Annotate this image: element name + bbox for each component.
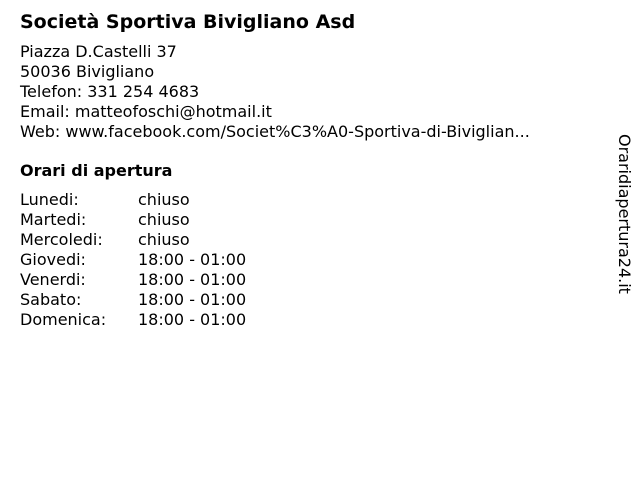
brand-watermark[interactable]: Oraridiapertura24.it: [615, 134, 634, 294]
business-name: Società Sportiva Bivigliano Asd: [20, 11, 356, 33]
hours-time: 18:00 - 01:00: [138, 290, 247, 309]
web-line: [20, 122, 590, 142]
hours-day: Martedi:: [20, 210, 87, 229]
hours-day: Venerdi:: [20, 270, 86, 289]
hours-row-monday: [20, 190, 600, 210]
phone-line: [20, 82, 600, 102]
hours-day: Giovedi:: [20, 250, 86, 269]
phone-number[interactable]: 331 254 4683: [87, 82, 200, 101]
hours-time: 18:00 - 01:00: [138, 310, 247, 329]
hours-time: 18:00 - 01:00: [138, 250, 247, 269]
hours-row-tuesday: [20, 210, 600, 230]
opening-hours-title: Orari di apertura: [20, 161, 173, 180]
hours-row-sunday: [20, 310, 600, 330]
hours-time: chiuso: [138, 210, 190, 229]
business-card: [20, 10, 600, 330]
hours-row-friday: [20, 270, 600, 290]
web-label: Web:: [20, 122, 61, 141]
phone-label: Telefon:: [20, 82, 83, 101]
email-label: Email:: [20, 102, 70, 121]
hours-row-thursday: [20, 250, 600, 270]
hours-row-saturday: [20, 290, 600, 310]
hours-time: 18:00 - 01:00: [138, 270, 247, 289]
hours-row-wednesday: [20, 230, 600, 250]
city-line: 50036 Bivigliano: [20, 62, 155, 81]
address-line: Piazza D.Castelli 37: [20, 42, 177, 61]
opening-hours-list: [20, 190, 600, 330]
email-line: [20, 102, 600, 122]
email-address[interactable]: matteofoschi@hotmail.it: [74, 102, 272, 121]
hours-day: Lunedi:: [20, 190, 79, 209]
hours-time: chiuso: [138, 230, 190, 249]
hours-time: chiuso: [138, 190, 190, 209]
hours-day: Sabato:: [20, 290, 82, 309]
web-link[interactable]: www.facebook.com/Societ%C3%A0-Sportiva-di-Biviglian...: [65, 122, 530, 141]
hours-day: Mercoledi:: [20, 230, 103, 249]
hours-day: Domenica:: [20, 310, 107, 329]
